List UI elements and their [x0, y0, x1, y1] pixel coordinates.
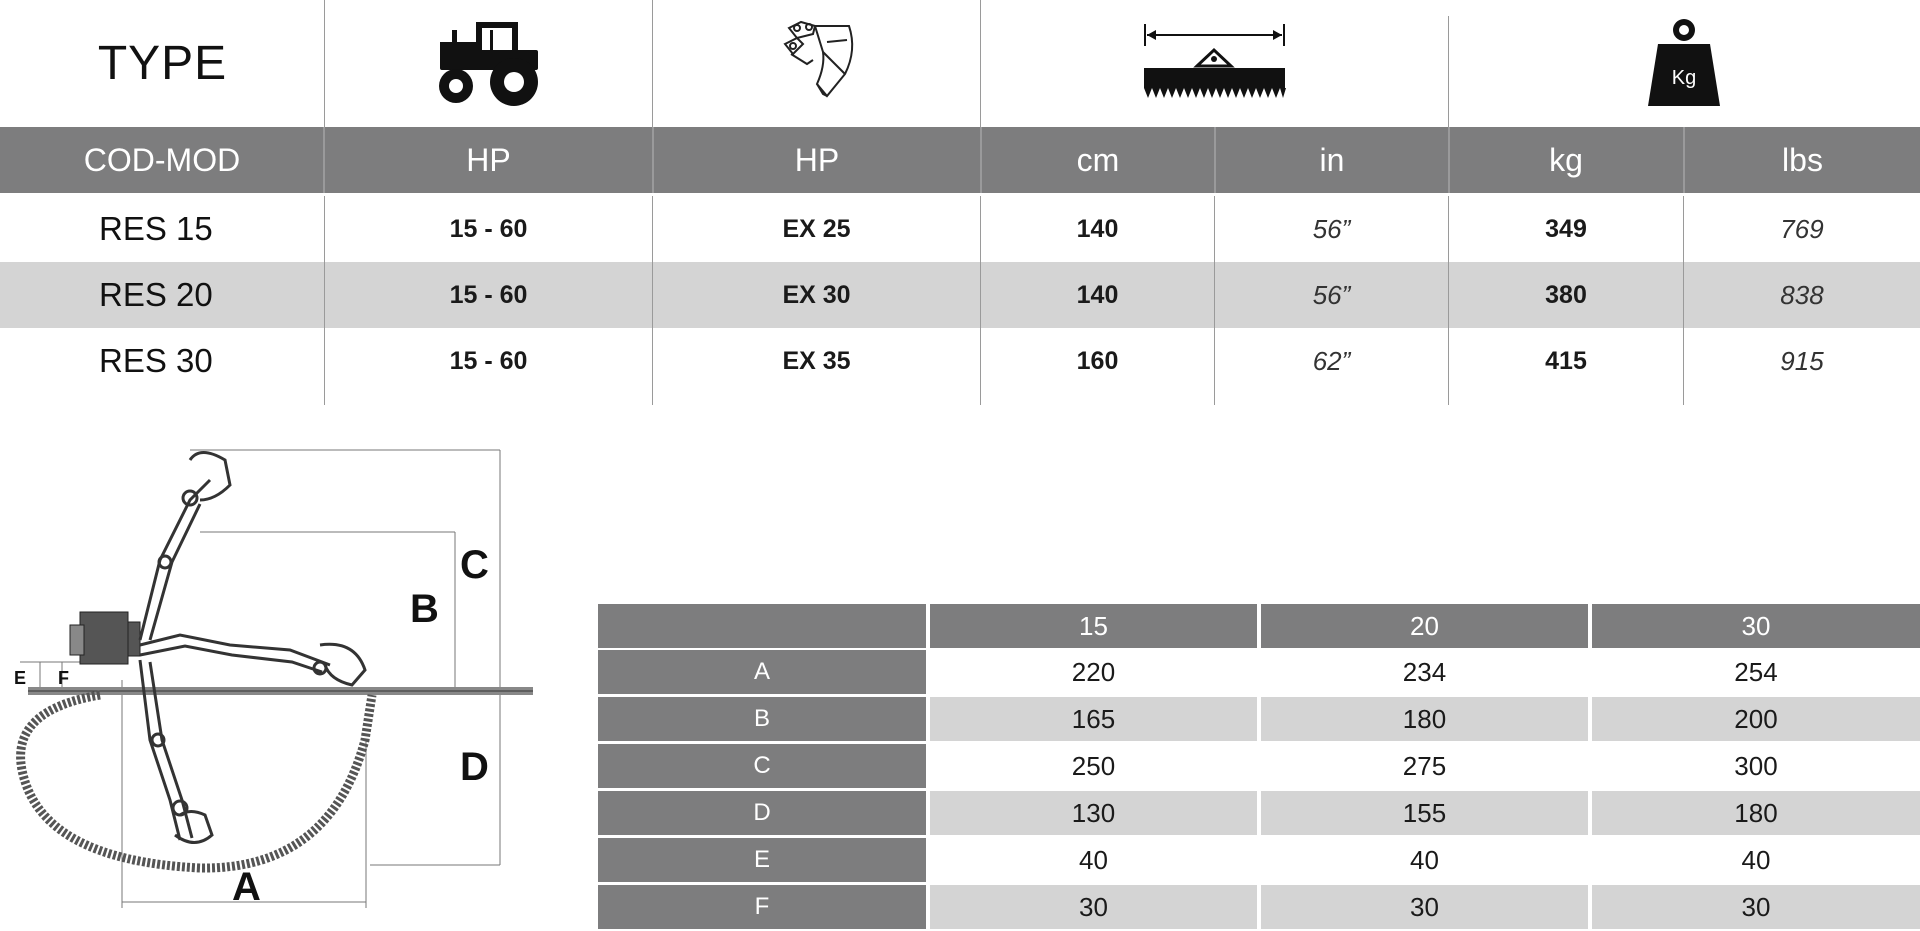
units-header-row — [0, 127, 1920, 193]
unit-header-in: in — [1319, 141, 1345, 178]
dimension-table — [598, 604, 1920, 930]
dimension-letter-d: D — [460, 745, 489, 789]
divider — [652, 0, 653, 127]
cm-cell: 140 — [1076, 280, 1119, 309]
kg-cell: 349 — [1545, 214, 1587, 243]
working-width-icon-cell — [981, 0, 1448, 127]
dimension-value: 180 — [1261, 697, 1588, 741]
model-cell: RES 30 — [99, 342, 213, 379]
dimension-value: 254 — [1734, 656, 1778, 687]
cm-cell: 140 — [1076, 214, 1119, 243]
tractor-icon — [434, 16, 544, 111]
model-cell: RES 20 — [99, 276, 213, 313]
unit-header-cm: cm — [1076, 141, 1120, 178]
table-row — [598, 697, 1920, 741]
divider — [652, 196, 653, 405]
dimension-value: 234 — [1402, 656, 1447, 687]
excavator-cell: EX 35 — [782, 346, 851, 375]
divider — [980, 196, 981, 405]
divider — [1683, 196, 1684, 405]
table-row — [0, 196, 1920, 262]
dimension-header-20: 20 — [1261, 604, 1588, 648]
dimension-value: 30 — [1592, 885, 1920, 929]
divider — [980, 0, 981, 127]
dimension-value: 275 — [1402, 750, 1447, 781]
tractor-mount — [70, 612, 140, 664]
dimension-value: 40 — [1079, 844, 1108, 875]
dimension-value: 220 — [1071, 656, 1116, 687]
dimension-header-15: 15 — [930, 604, 1257, 648]
hp-cell: 15 - 60 — [449, 214, 528, 243]
hp-cell: 15 - 60 — [449, 346, 528, 375]
unit-header-lbs: lbs — [1782, 141, 1823, 178]
dimension-value: 30 — [930, 885, 1257, 929]
dimension-row-label: C — [598, 744, 926, 788]
dimension-value: 40 — [1410, 844, 1439, 875]
working-range-diagram — [0, 440, 545, 920]
dimension-row-label: D — [598, 791, 926, 835]
cm-cell: 160 — [1076, 346, 1119, 375]
lbs-cell: 915 — [1780, 345, 1824, 376]
dimension-lines — [20, 450, 500, 908]
lbs-cell: 838 — [1780, 279, 1824, 310]
table-row — [598, 650, 1920, 694]
divider — [1448, 16, 1449, 127]
table-row — [0, 262, 1920, 328]
in-cell: 62” — [1312, 345, 1351, 376]
weight-kg-icon — [1644, 16, 1724, 111]
dimension-header-empty — [598, 604, 926, 648]
unit-header-hp-excavator: HP — [794, 141, 840, 178]
unit-header-cod-mod: COD-MOD — [83, 141, 241, 178]
icon-header-row — [0, 0, 1920, 127]
type-cell — [0, 0, 325, 127]
dimension-header-30: 30 — [1592, 604, 1920, 648]
dimension-value: 40 — [1741, 844, 1771, 875]
unit-header-hp-tractor: HP — [466, 141, 511, 178]
lbs-cell: 769 — [1780, 213, 1824, 244]
kg-cell: 380 — [1545, 280, 1587, 309]
working-width-icon — [1142, 16, 1287, 111]
table-row — [598, 885, 1920, 929]
divider — [324, 0, 325, 127]
dimension-value: 200 — [1592, 697, 1920, 741]
excavator-cell: EX 25 — [782, 214, 851, 243]
weight-icon-cell — [1448, 0, 1920, 127]
unit-header-kg: kg — [1549, 141, 1583, 178]
divider — [1448, 196, 1449, 405]
weight-icon-text: Kg — [1671, 67, 1697, 89]
dimension-value: 130 — [930, 791, 1257, 835]
dimension-value: 250 — [1071, 750, 1116, 781]
table-row — [598, 838, 1920, 882]
table-row — [0, 328, 1920, 394]
spec-table — [0, 0, 1920, 405]
divider — [1214, 196, 1215, 405]
excavator-cell: EX 30 — [782, 280, 851, 309]
dimension-value: 155 — [1261, 791, 1588, 835]
excavator-arm-raised — [140, 453, 230, 641]
dimension-row-label: A — [598, 650, 926, 694]
excavator-arm-extended — [140, 635, 365, 685]
dimension-row-label: F — [598, 885, 926, 929]
dimension-letter-e: E — [14, 668, 27, 688]
dimension-letter-a: A — [232, 865, 261, 909]
tractor-icon-cell — [325, 0, 653, 127]
model-cell: RES 15 — [99, 210, 213, 247]
in-cell: 56” — [1312, 213, 1351, 244]
dimension-letter-b: B — [410, 587, 439, 631]
dimension-letter-c: C — [460, 543, 489, 587]
kg-cell: 415 — [1545, 346, 1587, 375]
dimension-row-label: B — [598, 697, 926, 741]
in-cell: 56” — [1312, 279, 1351, 310]
dimension-value: 30 — [1261, 885, 1588, 929]
hp-cell: 15 - 60 — [449, 280, 528, 309]
dimension-value: 165 — [930, 697, 1257, 741]
excavator-bucket-icon-cell — [653, 0, 981, 127]
dimension-value: 180 — [1592, 791, 1920, 835]
type-label: TYPE — [97, 37, 228, 90]
divider — [324, 196, 325, 405]
table-row — [598, 791, 1920, 835]
excavator-bucket-icon — [767, 14, 867, 114]
table-row — [598, 744, 1920, 788]
dimension-value: 300 — [1734, 750, 1778, 781]
dimension-letter-f: F — [58, 668, 69, 688]
dimension-row-label: E — [598, 838, 926, 882]
